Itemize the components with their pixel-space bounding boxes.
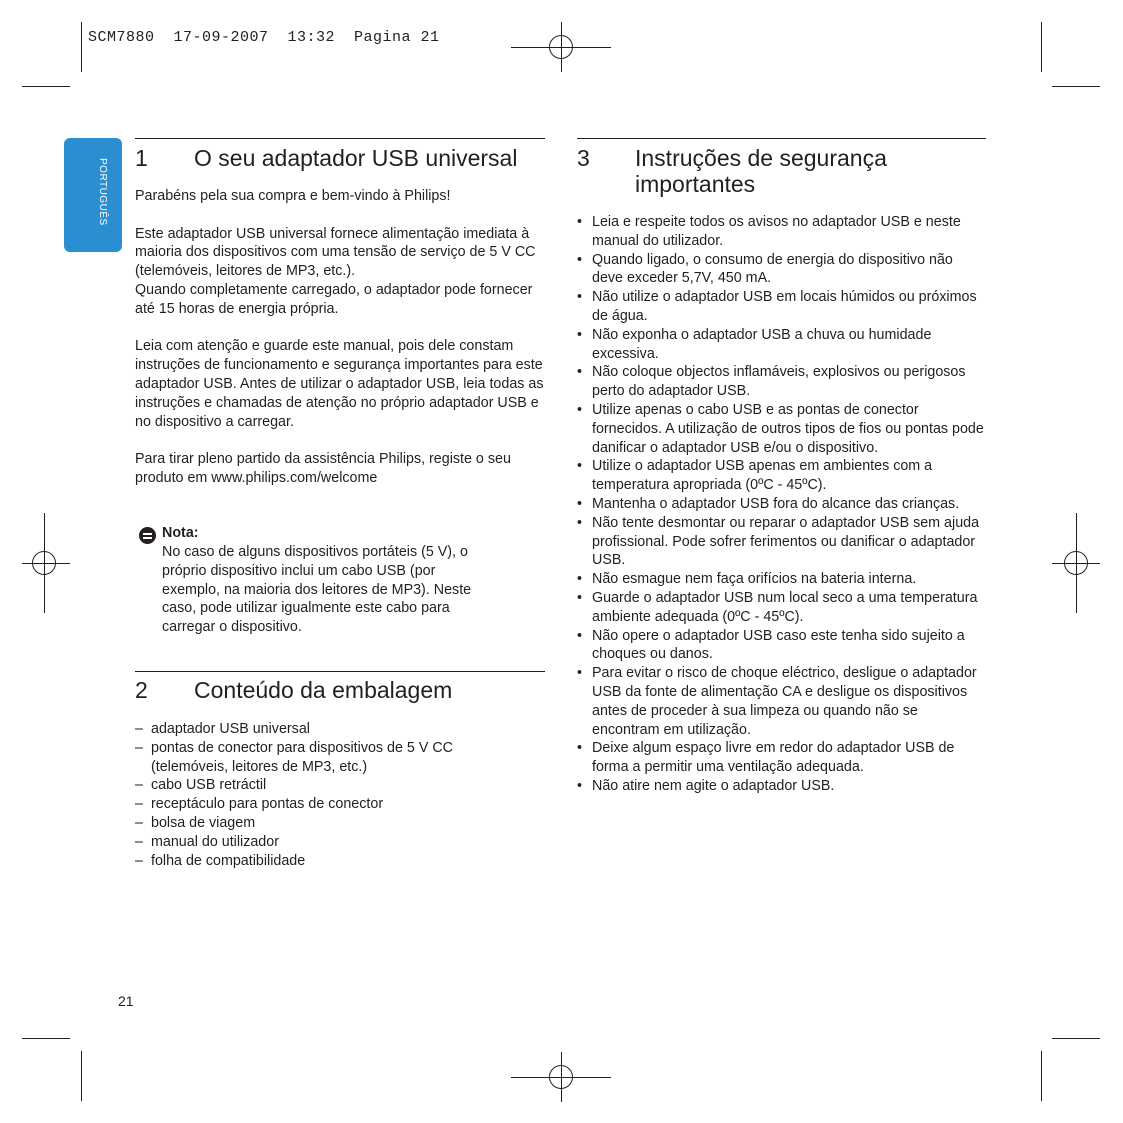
instructions-paragraph: Leia com atenção e guarde este manual, pois dele constam instruções de funcionamento e segurança importantes para este adaptador USB. Antes de utilizar o adaptador USB, leia todas as instruções e chamadas de atenção no próprio adaptador USB e no dispositivo a carregar. <box>135 338 544 430</box>
list-item: • Guarde o adaptador USB num local seco a uma temperatura ambiente adequada (0ºC - 45ºC). <box>576 589 986 627</box>
list-item: – manual do utilizador <box>135 833 495 852</box>
print-slug: SCM7880 17-09-2007 13:32 Pagina 21 <box>88 29 440 46</box>
list-item: – bolsa de viagem <box>135 814 495 833</box>
crop-mark <box>1041 1051 1042 1101</box>
section-3-title: Instruções de segurança importantes <box>635 145 887 197</box>
section-1-body <box>135 187 545 488</box>
list-item: • Não esmague nem faça orifícios na bateria interna. <box>576 570 986 589</box>
list-item: • Deixe algum espaço livre em redor do adaptador USB de forma a permitir uma ventilação adequada. <box>576 739 986 777</box>
list-item: • Utilize o adaptador USB apenas em ambientes com a temperatura apropriada (0ºC - 45ºC). <box>576 457 986 495</box>
language-tab <box>64 138 122 252</box>
list-item: – cabo USB retráctil <box>135 776 495 795</box>
section-2-title: Conteúdo da embalagem <box>194 677 453 703</box>
page-number: 21 <box>118 993 134 1009</box>
section-3-rule <box>577 138 986 139</box>
section-3-number: 3 <box>577 145 590 171</box>
section-1-number: 1 <box>135 145 148 171</box>
list-item: • Não atire nem agite o adaptador USB. <box>576 777 986 796</box>
list-item: • Não tente desmontar ou reparar o adaptador USB sem ajuda profissional. Pode sofrer ferimentos ou danificar o adaptador USB. <box>576 514 986 570</box>
crop-mark <box>81 1051 82 1101</box>
list-item: – folha de compatibilidade <box>135 852 495 871</box>
list-item: • Não exponha o adaptador USB a chuva ou humidade excessiva. <box>576 326 986 364</box>
section-1-rule <box>135 138 545 139</box>
battery-paragraph: Quando completamente carregado, o adaptador pode fornecer até 15 horas de energia própria. <box>135 281 533 317</box>
list-item: • Para evitar o risco de choque eléctrico, desligue o adaptador USB da fonte de alimentação CA e desligue os dispositivos antes de proceder à sua limpeza ou quando não se encontram em utilização. <box>576 664 986 739</box>
section-1-title: O seu adaptador USB universal <box>194 145 518 171</box>
list-item: • Não utilize o adaptador USB em locais húmidos ou próximos de água. <box>576 288 986 326</box>
list-item: • Mantenha o adaptador USB fora do alcance das crianças. <box>576 495 986 514</box>
crop-mark <box>1052 86 1100 87</box>
crop-mark <box>1041 22 1042 72</box>
welcome-paragraph: Parabéns pela sua compra e bem-vindo à Philips! <box>135 188 451 204</box>
section-2-number: 2 <box>135 677 148 703</box>
note-icon <box>139 527 156 544</box>
intro-paragraph: Este adaptador USB universal fornece alimentação imediata à maioria dos dispositivos com uma tensão de serviço de 5 V CC (telemóveis, leitores de MP3, etc.). <box>135 225 536 280</box>
list-item: • Não opere o adaptador USB caso este tenha sido sujeito a choques ou danos. <box>576 627 986 665</box>
list-item: • Leia e respeite todos os avisos no adaptador USB e neste manual do utilizador. <box>576 213 986 251</box>
language-tab-label: PORTUGUÊS <box>97 158 108 226</box>
list-item: • Não coloque objectos inflamáveis, explosivos ou perigosos perto do adaptador USB. <box>576 363 986 401</box>
list-item: – receptáculo para pontas de conector <box>135 795 495 814</box>
register-paragraph: Para tirar pleno partido da assistência Philips, registe o seu produto em www.philips.com/welcome <box>135 451 511 486</box>
crop-mark <box>22 86 70 87</box>
list-item: • Utilize apenas o cabo USB e as pontas de conector fornecidos. A utilização de outros tipos de fios ou pontas pode danificar o adaptador USB e/ou o dispositivo. <box>576 401 986 457</box>
crop-mark <box>81 22 82 72</box>
crop-mark <box>1052 1038 1100 1039</box>
crop-mark <box>22 1038 70 1039</box>
package-contents-list <box>135 720 495 870</box>
list-item: – pontas de conector para dispositivos de 5 V CC (telemóveis, leitores de MP3, etc.) <box>135 739 495 777</box>
list-item: • Quando ligado, o consumo de energia do dispositivo não deve exceder 5,7V, 450 mA. <box>576 251 986 289</box>
safety-instructions-list <box>576 213 986 796</box>
list-item: – adaptador USB universal <box>135 720 495 739</box>
note-text: No caso de alguns dispositivos portáteis (5 V), o próprio dispositivo inclui um cabo USB (por exemplo, na maioria dos leitores de MP3). Neste caso, pode utilizar igualmente este cabo para carregar o dispositivo. <box>162 544 472 636</box>
section-2-rule <box>135 671 545 672</box>
note-title: Nota: <box>162 525 199 541</box>
